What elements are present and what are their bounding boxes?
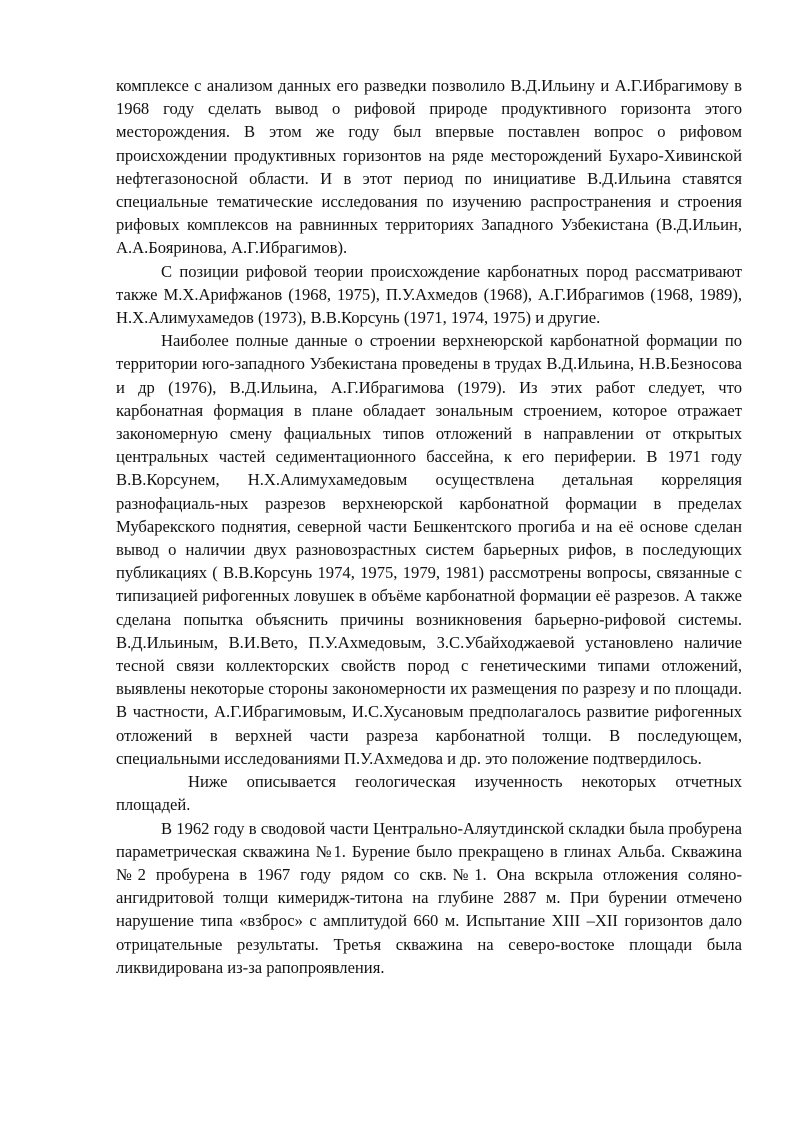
document-page bbox=[116, 74, 742, 979]
paragraph-geological-study-intro: Ниже описывается геологическая изученность некоторых отчетных площадей. bbox=[116, 772, 742, 815]
paragraph-reef-history-intro: комплексе с анализом данных его разведки позволило В.Д.Ильину и А.Г.Ибрагимову в 1968 году сделать вывод о рифовой природе продуктивного горизонта этого месторождения. В этом же году был впервые поставлен вопрос о рифовом происхождении продуктивных горизонтов на ряде месторождений Бухаро-Хивинской нефтегазоносной области. И в этот период по инициативе В.Д.Ильина ставятся специальные тематические исследования по изучению распространения и строения рифовых комплексов на равнинных территориях Западного Узбекистана (В.Д.Ильин, А.А.Бояринова, А.Г.Ибрагимов). bbox=[116, 76, 742, 258]
paragraph-aliautdin-drilling: В 1962 году в сводовой части Центрально-Аляутдинской складки была пробурена параметрическая скважина №1. Бурение было прекращено в глинах Альба. Скважина №2 пробурена в 1967 году рядом со скв.№1. Она вскрыла отложения соляно-ангидритовой толщи кимеридж-титона на глубине 2887 м. При бурении отмечено нарушение типа «взброс» с амплитудой 660 м. Испытание XIII –XII горизонтов дало отрицательные результаты. Третья скважина на северо-востоке площади была ликвидирована из-за рапопроявления. bbox=[116, 818, 742, 977]
paragraph-carbonate-formation-studies: Наиболее полные данные о строении верхнеюрской карбонатной формации по территории юго-западного Узбекистана проведены в трудах В.Д.Ильина, Н.В.Безносова и др (1976), В.Д.Ильина, А.Г.Ибрагимова (1979). Из этих работ следует, что карбонатная формация в плане обладает зональным строением, которое отражает закономерную смену фациальных типов отложений в направлении от открытых центральных частей седиментационного бассейна, к его периферии. В 1971 году В.В.Корсунем, Н.Х.Алимухамедовым осуществлена детальная корреляция разнофациаль-ных разрезов верхнеюрской карбонатной формации в пределах Мубарекского поднятия, северной части Бешкентского прогиба и на её основе сделан вывод о наличии двух разновозрастных систем барьерных рифов, в последующих публикациях ( В.В.Корсунь 1974, 1975, 1979, 1981) рассмотрены вопросы, связанные с типизацией рифогенных ловушек в объёме карбонатной формации её разрезов. А также сделана попытка объяснить причины возникновения барьерно-рифовой системы. В.Д.Ильиным, В.И.Вето, П.У.Ахмедовым, З.С.Убайходжаевой установлено наличие тесной связи коллекторских свойств пород с генетическими типами отложений, выявлены некоторые стороны закономерности их размещения по разрезу и по площади. В частности, А.Г.Ибрагимовым, И.С.Хусановым предполагалось развитие рифогенных отложений в верхней части разреза карбонатной толщи. В последующем, специальными исследованиями П.У.Ахмедова и др. это положение подтвердилось. bbox=[116, 331, 742, 768]
paragraph-reef-theory-authors: С позиции рифовой теории происхождение карбонатных пород рассматривают также М.Х.Арифжанов (1968, 1975), П.У.Ахмедов (1968), А.Г.Ибрагимов (1968, 1989), Н.Х.Алимухамедов (1973), В.В.Корсунь (1971, 1974, 1975) и другие. bbox=[116, 261, 742, 328]
